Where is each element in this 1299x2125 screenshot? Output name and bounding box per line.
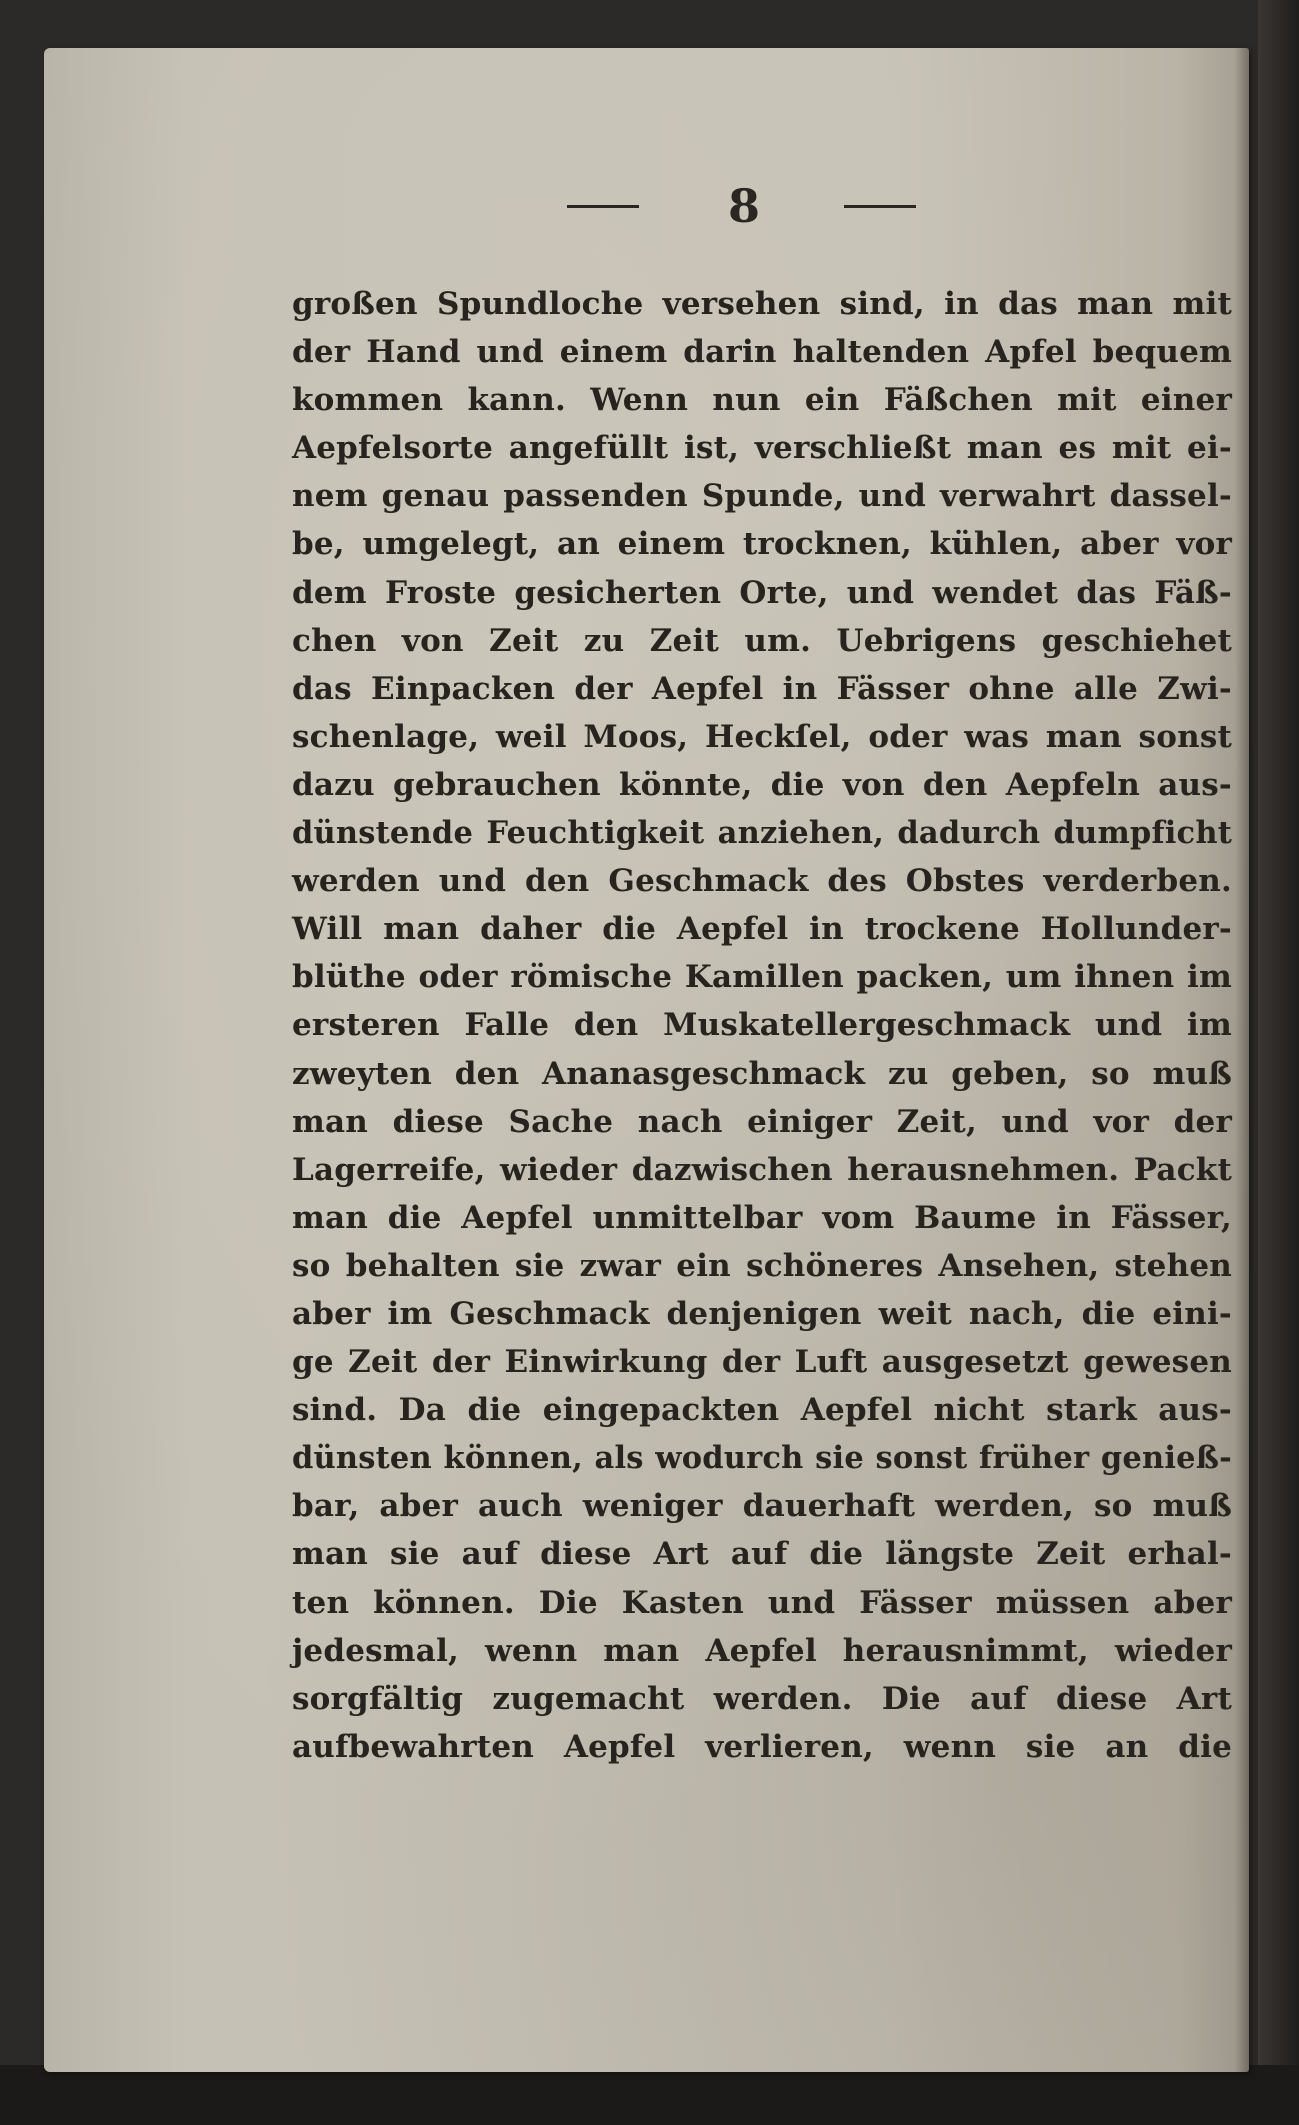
- scanner-background-right: [1258, 0, 1299, 2125]
- page-edge-shadow: [1235, 48, 1249, 2072]
- text-line: dünstende Feuchtigkeit anziehen, dadurch dumpficht: [292, 815, 1232, 852]
- text-line: ten können. Die Kasten und Fässer müssen aber: [292, 1584, 1232, 1621]
- body-text: [292, 280, 1232, 1771]
- text-line: Will man daher die Aepfel in trockene Hollunder-: [292, 911, 1232, 948]
- text-line: man sie auf diese Art auf die längste Zeit erhal-: [292, 1536, 1232, 1573]
- text-line: schenlage, weil Moos, Heckſel, oder was man sonst: [292, 718, 1232, 755]
- text-line: bar, aber auch weniger dauerhaft werden, so muß: [292, 1488, 1232, 1525]
- text-line: aufbewahrten Aepfel verlieren, wenn sie an die: [292, 1728, 1232, 1765]
- text-line: Lagerreife, wieder dazwischen herausnehmen. Packt: [292, 1151, 1232, 1188]
- text-line: blüthe oder römische Kamillen packen, um ihnen im: [292, 959, 1232, 996]
- text-line: dazu gebrauchen könnte, die von den Aepfeln aus-: [292, 766, 1232, 803]
- text-line: großen Spundloche versehen sind, in das man mit: [292, 286, 1232, 322]
- header-dash-right: [844, 205, 916, 208]
- text-line: sind. Da die eingepackten Aepfel nicht stark aus-: [292, 1392, 1232, 1429]
- text-line: man diese Sache nach einiger Zeit, und vor der: [292, 1103, 1232, 1140]
- text-line: werden und den Geschmack des Obstes verderben.: [292, 863, 1232, 900]
- book-page: [44, 48, 1249, 2072]
- text-line: dünsten können, als wodurch sie sonst früher genieß-: [292, 1440, 1232, 1477]
- page-header: [44, 176, 1249, 236]
- text-line: zweyten den Ananasgeschmack zu geben, so muß: [292, 1055, 1232, 1092]
- text-line: der Hand und einem darin haltenden Apfel bequem: [292, 334, 1232, 371]
- text-line: nem genau passenden Spunde, und verwahrt dassel-: [292, 478, 1232, 515]
- text-line: sorgfältig zugemacht werden. Die auf diese Art: [292, 1680, 1232, 1717]
- text-line: das Einpacken der Aepfel in Fässer ohne alle Zwi-: [292, 670, 1232, 707]
- text-line: jedesmal, wenn man Aepfel herausnimmt, wieder: [292, 1632, 1232, 1669]
- text-line: aber im Geschmack denjenigen weit nach, die eini-: [292, 1295, 1232, 1332]
- text-line: kommen kann. Wenn nun ein Fäßchen mit einer: [292, 382, 1232, 419]
- text-line: so behalten sie zwar ein schöneres Ansehen, stehen: [292, 1247, 1232, 1284]
- header-dash-left: [567, 205, 639, 208]
- text-line: man die Aepfel unmittelbar vom Baume in Fässer,: [292, 1199, 1232, 1236]
- text-line: Aepfelsorte angefüllt ist, verschließt man es mit ei-: [292, 430, 1232, 467]
- text-line: ersteren Falle den Muskatellergeschmack und im: [292, 1007, 1232, 1044]
- text-line: ge Zeit der Einwirkung der Luft ausgesetzt gewesen: [292, 1344, 1232, 1381]
- page-number: 8: [727, 179, 760, 233]
- scanner-background-bottom: [0, 2065, 1299, 2125]
- text-line: chen von Zeit zu Zeit um. Uebrigens geschiehet: [292, 622, 1232, 659]
- text-line: dem Froste gesicherten Orte, und wendet das Fäß-: [292, 574, 1232, 611]
- text-line: be, umgelegt, an einem trocknen, kühlen, aber vor: [292, 526, 1232, 563]
